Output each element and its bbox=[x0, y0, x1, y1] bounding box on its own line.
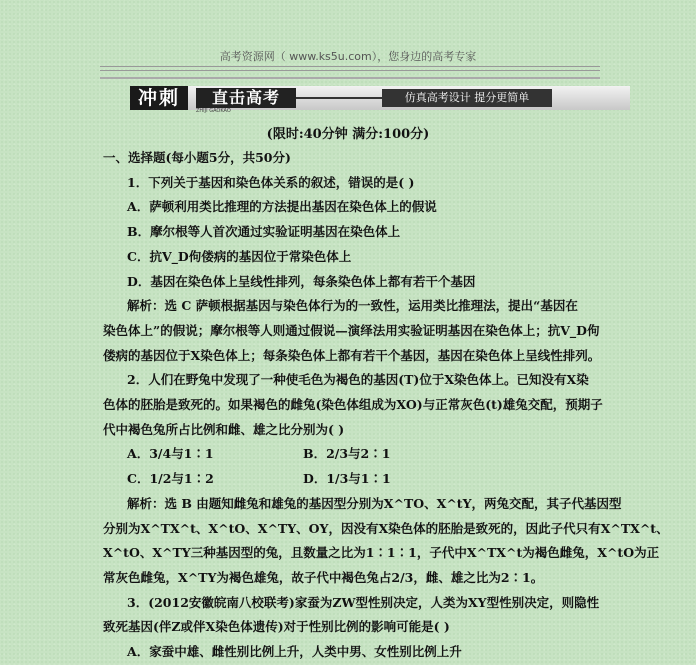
option-2a: A．3/4与1∶1 bbox=[127, 446, 214, 462]
banner-sub: 直击高考 bbox=[196, 88, 296, 108]
analysis-2-line: X^tO、X^TY三种基因型的兔，且数量之比为1∶1∶1，子代中X^TX^t为褐色雌兔，X^tO为正 bbox=[103, 545, 660, 561]
option-1b: B．摩尔根等人首次通过实验证明基因在染色体上 bbox=[127, 224, 401, 240]
analysis-2-line: 常灰色雌兔，X^TY为褐色雄兔，故子代中褐色兔占2/3，雌、雄之比为2∶1。 bbox=[103, 569, 544, 585]
question-1: 1．下列关于基因和染色体关系的叙述，错误的是( ) bbox=[127, 174, 415, 190]
header-rule bbox=[100, 70, 600, 71]
analysis-1-line: 染色体上”的假说；摩尔根等人则通过假说—演绎法用实验证明基因在染色体上；抗V_D佝 bbox=[103, 322, 600, 338]
question-3-line: 致死基因(伴Z或伴X染色体遗传)对于性别比例的影响可能是( ) bbox=[103, 619, 450, 635]
header-rule bbox=[100, 77, 600, 79]
banner-slogan: 仿真高考设计 提分更简单 bbox=[382, 89, 552, 107]
question-2: 2．人们在野兔中发现了一种使毛色为褐色的基因(T)位于X染色体上。已知没有X染 bbox=[127, 372, 589, 388]
question-2-line: 色体的胚胎是致死的。如果褐色的雌兔(染色体组成为XO)与正常灰色(t)雄兔交配，预期子 bbox=[103, 397, 603, 413]
option-1c: C．抗V_D佝偻病的基因位于常染色体上 bbox=[127, 248, 352, 264]
banner-main: 冲刺 bbox=[130, 86, 188, 110]
exam-info: (限时:40分钟 满分:100分) bbox=[266, 127, 430, 142]
option-1d: D．基因在染色体上呈线性排列，每条染色体上都有若干个基因 bbox=[127, 273, 476, 289]
header-note: 高考资源网（ www.ks5u.com），您身边的高考专家 bbox=[219, 50, 477, 63]
banner-pinyin: ZHIJI GAOKAO bbox=[196, 108, 231, 114]
options-2-row bbox=[103, 467, 603, 492]
question-3: 3．(2012安徽皖南八校联考)家蚕为ZW型性别决定，人类为XY型性别决定，则隐性 bbox=[127, 594, 600, 610]
option-2b: B．2/3与2∶1 bbox=[303, 446, 391, 462]
option-2d: D．1/3与1∶1 bbox=[303, 471, 391, 487]
option-2c: C．1/2与1∶2 bbox=[127, 471, 214, 487]
option-3a: A．家蚕中雄、雌性别比例上升，人类中男、女性别比例上升 bbox=[127, 644, 462, 660]
question-2-line: 代中褐色兔所占比例和雌、雄之比分别为( ) bbox=[103, 421, 345, 437]
analysis-2-line: 分别为X^TX^t、X^tO、X^TY、OY，因没有X染色体的胚胎是致死的，因此子代只有X^TX^t、 bbox=[103, 520, 669, 536]
header-rule bbox=[100, 66, 600, 67]
option-1a: A．萨顿利用类比推理的方法提出基因在染色体上的假说 bbox=[127, 199, 437, 215]
analysis-2: 解析：选 B 由题知雌兔和雄兔的基因型分别为X^TO、X^tY，两兔交配，其子代基因型 bbox=[127, 495, 622, 511]
banner-divider bbox=[296, 97, 382, 99]
options-2-row bbox=[103, 442, 603, 467]
analysis-1: 解析：选 C 萨顿根据基因与染色体行为的一致性，运用类比推理法，提出“基因在 bbox=[127, 298, 578, 314]
exam-content bbox=[103, 146, 669, 665]
section-title: 一、选择题(每小题5分，共50分) bbox=[103, 150, 291, 165]
analysis-1-line: 偻病的基因位于X染色体上；每条染色体上都有若干个基因，基因在染色体上呈线性排列。 bbox=[103, 347, 601, 363]
section-banner bbox=[130, 86, 630, 110]
